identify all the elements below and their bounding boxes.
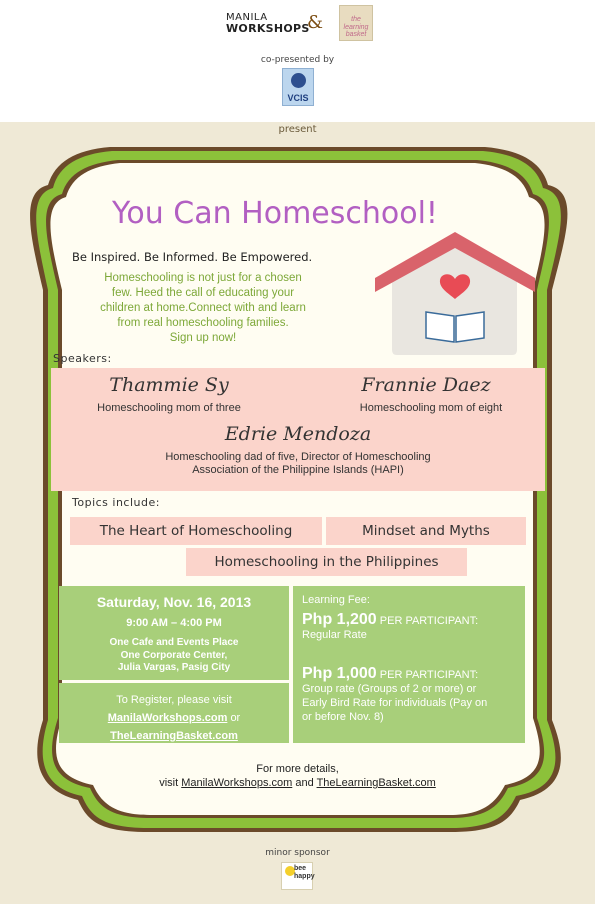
manila-workshops-logo-line1: MANILA xyxy=(226,12,268,23)
intro-line: children at home.Connect with and learn xyxy=(100,302,306,314)
rate-description: Group rate (Groups of 2 or more) or xyxy=(302,683,477,695)
speakers-box xyxy=(51,368,545,491)
speaker-description: Homeschooling dad of five, Director of Homeschooling xyxy=(165,451,431,463)
intro-line: from real homeschooling families. xyxy=(117,317,289,329)
rate-description: Early Bird Rate for individuals (Pay on xyxy=(302,697,488,709)
co-presented-label: co-presented by xyxy=(260,55,335,65)
learning-fee-label: Learning Fee: xyxy=(302,594,370,606)
topic-pill: Homeschooling in the Philippines xyxy=(186,548,467,576)
speaker-description: Association of the Philippine Islands (HAPI) xyxy=(192,464,404,476)
event-time: 9:00 AM – 4:00 PM xyxy=(126,617,222,629)
topic-pill: The Heart of Homeschooling xyxy=(70,517,322,545)
per-participant-label: PER PARTICIPANT: xyxy=(379,615,479,627)
speaker-name: Thammie Sy xyxy=(109,374,229,396)
visit-label: visit xyxy=(159,777,179,789)
learning-basket-link[interactable]: TheLearningBasket.com xyxy=(110,730,238,742)
register-or: or xyxy=(230,712,241,724)
rate-description: Regular Rate xyxy=(302,629,367,641)
event-venue xyxy=(59,637,289,675)
manila-workshops-logo-line2: WORKSHOPS xyxy=(226,22,310,35)
speaker-description: Homeschooling mom of three xyxy=(97,402,241,414)
manila-workshops-link[interactable]: ManilaWorkshops.com xyxy=(107,712,228,724)
topic-pill: Mindset and Myths xyxy=(326,517,526,545)
group-rate xyxy=(302,667,527,724)
venue-line: Julia Vargas, Pasig City xyxy=(117,662,231,673)
speakers-heading: Speakers: xyxy=(53,352,112,365)
price-group: Php 1,000 xyxy=(302,665,377,682)
tagline: Be Inspired. Be Informed. Be Empowered. xyxy=(72,250,313,264)
vcis-logo-text: VCIS xyxy=(287,93,309,103)
bee-logo-text: bee happy xyxy=(294,865,315,880)
rate-description: or before Nov. 8) xyxy=(302,711,384,723)
page-title: You Can Homeschool! xyxy=(112,196,438,231)
event-date: Saturday, Nov. 16, 2013 xyxy=(96,594,252,610)
learning-basket-logo: the learning basket xyxy=(339,5,373,41)
register-links xyxy=(59,709,289,727)
regular-rate xyxy=(302,613,527,642)
intro-line: Homeschooling is not just for a chosen xyxy=(104,272,302,284)
speaker-name: Edrie Mendoza xyxy=(224,423,372,445)
intro-line: Sign up now! xyxy=(169,332,237,344)
register-links-2 xyxy=(59,727,289,745)
speaker-description: Homeschooling mom of eight xyxy=(359,402,503,414)
venue-line: One Corporate Center, xyxy=(120,649,228,661)
per-participant-label: PER PARTICIPANT: xyxy=(379,669,479,681)
minor-sponsor-label: minor sponsor xyxy=(265,848,330,858)
bee-happy-logo xyxy=(281,862,313,890)
speaker-name: Frannie Daez xyxy=(361,374,491,396)
and-label: and xyxy=(295,777,314,789)
present-label: present xyxy=(278,124,317,135)
intro-line: few. Heed the call of educating your xyxy=(111,287,295,299)
more-details-links xyxy=(0,776,595,790)
register-box xyxy=(59,683,289,743)
price-regular: Php 1,200 xyxy=(302,611,377,628)
register-line: To Register, please visit xyxy=(116,694,232,706)
intro-text xyxy=(66,271,340,346)
more-details xyxy=(0,762,595,790)
manila-workshops-link[interactable]: ManilaWorkshops.com xyxy=(181,777,293,789)
learning-basket-link[interactable]: TheLearningBasket.com xyxy=(316,777,436,789)
more-details-line: For more details, xyxy=(256,763,339,775)
event-details-box xyxy=(59,586,289,680)
ampersand: & xyxy=(307,12,324,33)
register-text xyxy=(59,691,289,745)
book-left-page xyxy=(426,312,454,342)
topics-heading: Topics include: xyxy=(72,496,160,509)
book-right-page xyxy=(456,312,484,342)
learning-fee-box xyxy=(293,586,525,743)
venue-line: One Cafe and Events Place xyxy=(109,637,239,648)
